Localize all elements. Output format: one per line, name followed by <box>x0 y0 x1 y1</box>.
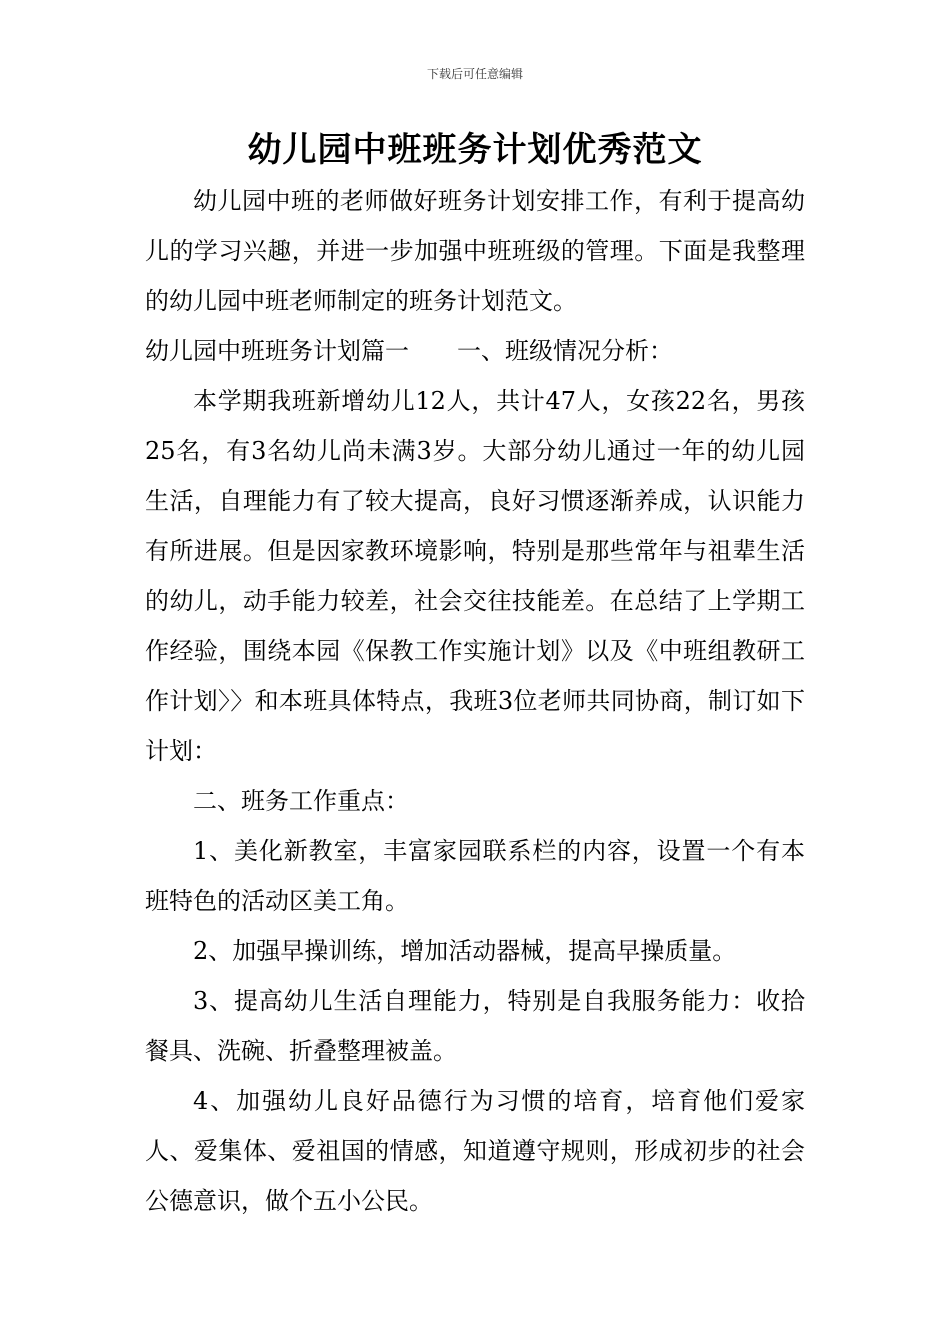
section-heading-2: 二、班务工作重点： <box>193 787 409 815</box>
point-item-4: 4、加强幼儿良好品德行为习惯的培育，培育他们爱家人、爱集体、爱祖国的情感，知道遵守规则，形成初步的社会公德意识，做个五小公民。 <box>145 1087 805 1215</box>
analysis-paragraph: 本学期我班新增幼儿12人，共计47人，女孩22名，男孩25名，有3名幼儿尚未满3岁。大部分幼儿通过一年的幼儿园生活，自理能力有了较大提高，良好习惯逐渐养成，认识能力有所进展。但是因家教环境影响，特别是那些常年与祖辈生活的幼儿，动手能力较差，社会交往技能差。在总结了上学期工作经验，围绕本园《保教工作实施计划》以及《中班组教研工作计划〉〉和本班具体特点，我班3位老师共同协商，制订如下计划： <box>145 387 805 765</box>
section-title: 幼儿园中班班务计划篇一 <box>145 337 409 365</box>
point-item-1: 1、美化新教室，丰富家园联系栏的内容，设置一个有本班特色的活动区美工角。 <box>145 837 805 915</box>
document-title: 幼儿园中班班务计划优秀范文 <box>247 130 703 170</box>
section-heading-1: 一、班级情况分析： <box>457 337 673 365</box>
point-item-2: 2、加强早操训练，增加活动器械，提高早操质量。 <box>193 937 737 965</box>
point-item-3: 3、提高幼儿生活自理能力，特别是自我服务能力：收拾餐具、洗碗、折叠整理被盖。 <box>145 987 805 1065</box>
section-line <box>145 326 805 376</box>
header-note: 下载后可任意编辑 <box>426 67 523 81</box>
document-body <box>145 176 805 1226</box>
intro-paragraph: 幼儿园中班的老师做好班务计划安排工作，有利于提高幼儿的学习兴趣，并进一步加强中班班级的管理。下面是我整理的幼儿园中班老师制定的班务计划范文。 <box>145 187 805 315</box>
